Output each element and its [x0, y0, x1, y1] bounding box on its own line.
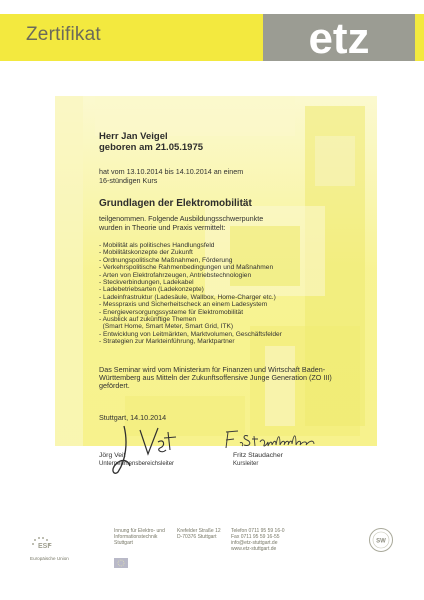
logo-text: etz: [308, 14, 370, 61]
intro-line-2: 16-stündigen Kurs: [99, 176, 158, 185]
contact-website: www.etz-stuttgart.de: [231, 546, 277, 552]
list-item: - Verkehrspolitische Rahmenbedingungen und Maßnahmen: [99, 264, 274, 272]
place-date: Stuttgart, 14.10.2014: [99, 413, 167, 422]
esf-caption: Europäische Union: [30, 556, 69, 561]
course-title: Grundlagen der Elektromobilität: [99, 198, 252, 209]
seal-text: SW: [376, 538, 386, 545]
etz-logo: [263, 14, 415, 61]
participation-line-2: wurden in Theorie und Praxis vermittelt:: [99, 223, 226, 232]
footer: [0, 524, 424, 574]
eu-flag-icon: [114, 558, 128, 568]
esf-label-text: ESF: [38, 543, 52, 550]
topics-list: [99, 242, 282, 346]
list-item: - Messpraxis und Sicherheitscheck an einem Ladesystem: [99, 301, 268, 309]
contact-phone: Telefon 0711 95 59 16-0: [231, 528, 285, 534]
funding-line-3: gefördert.: [99, 381, 130, 390]
signatory-left-role: Unternehmensbereichsleiter: [99, 461, 175, 467]
list-item: (Smart Home, Smart Meter, Smart Grid, ITK): [99, 323, 234, 331]
institute-line-2: Informationstechnik: [114, 534, 158, 540]
signatory-left-name: Jörg Veit: [99, 452, 126, 459]
list-item: - Mobilität als politisches Handlungsfeld: [99, 242, 215, 249]
certificate-heading: Zertifikat: [26, 24, 101, 45]
list-item: - Energieversorgungssysteme für Elektromobilität: [99, 308, 244, 316]
participation-line-1: teilgenommen. Folgende Ausbildungsschwerpunkte: [99, 214, 264, 223]
institute-line-3: Stuttgart: [114, 540, 133, 546]
certification-seal-icon: [368, 527, 394, 553]
contact-fax: Fax 0711 95 59 16-55: [231, 534, 280, 540]
address-line-1: Krefelder Straße 12: [177, 528, 221, 534]
institute-line-1: Innung für Elektro- und: [114, 528, 165, 534]
recipient-block: [99, 131, 203, 153]
list-item: - Ordnungspolitische Maßnahmen, Förderung: [99, 256, 233, 264]
list-item: - Entwicklung von Leitmärkten, Marktvolumen, Geschäftsfelder: [99, 330, 282, 338]
list-item: - Ausblick auf zukünftige Themen: [99, 316, 197, 324]
recipient-birthdate: geboren am 21.05.1975: [99, 142, 204, 153]
signature-right-drawing: [222, 428, 332, 452]
signature-left-drawing: [108, 420, 188, 480]
address-line-2: D-70376 Stuttgart: [177, 534, 217, 540]
list-item: - Strategien zur Markteinführung, Marktpartner: [99, 338, 235, 346]
funding-line-1: Das Seminar wird vom Ministerium für Finanzen und Wirtschaft Baden-: [99, 365, 326, 374]
list-item: - Mobilitätskonzepte der Zukunft: [99, 249, 193, 257]
signatory-right-name: Fritz Staudacher: [233, 452, 283, 459]
recipient-name: Herr Jan Veigel: [99, 131, 168, 142]
contact-email: info@etz-stuttgart.de: [231, 540, 278, 546]
list-item: - Arten von Elektrofahrzeugen, Antriebstechnologien: [99, 271, 252, 279]
list-item: - Ladeinfrastruktur (Ladesäule, Wallbox, Home-Charger etc.): [99, 293, 276, 301]
intro-line-1: hat vom 13.10.2014 bis 14.10.2014 an einem: [99, 167, 244, 176]
signatory-right-role: Kursleiter: [233, 461, 259, 467]
list-item: - Ladebetriebsarten (Ladekonzepte): [99, 286, 204, 294]
funding-line-2: Württemberg aus Mitteln der Zukunftsoffensive Junge Generation (ZO III): [99, 373, 332, 382]
list-item: - Steckverbindungen, Ladekabel: [99, 279, 194, 287]
